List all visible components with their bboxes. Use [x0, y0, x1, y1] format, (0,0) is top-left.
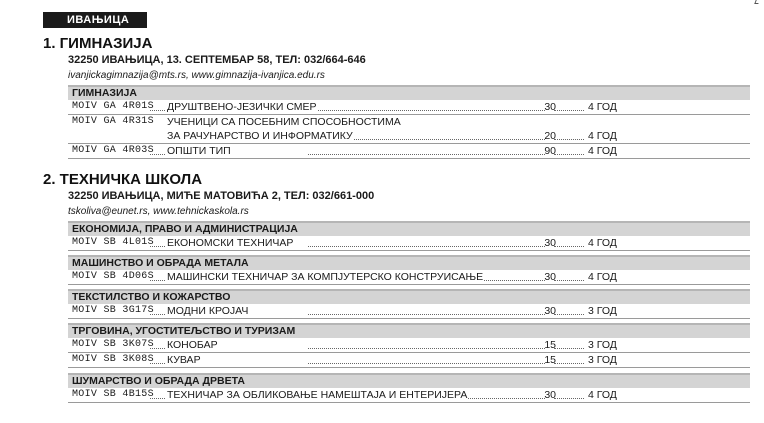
program-name: КУВАР [167, 354, 201, 366]
region-badge: ИВАЊИЦА [43, 12, 147, 28]
program-seats: 20 [544, 130, 556, 142]
category-header: ТРГОВИНА, УГОСТИТЕЉСТВО И ТУРИЗАМ [68, 323, 750, 338]
category-header: МАШИНСТВО И ОБРАДА МЕТАЛА [68, 255, 750, 270]
program-row [68, 353, 750, 368]
program-duration: 4 ГОД [588, 130, 617, 142]
program-category [68, 255, 750, 285]
category-header: ЕКОНОМИЈА, ПРАВО И АДМИНИСТРАЦИЈА [68, 221, 750, 236]
program-name: ЕКОНОМСКИ ТЕХНИЧАР [167, 237, 294, 249]
program-duration: 3 ГОД [588, 354, 617, 366]
program-category [68, 221, 750, 251]
program-row [68, 304, 750, 319]
program-seats: 90 [544, 145, 556, 157]
category-header: ТЕКСТИЛСТВО И КОЖАРСТВО [68, 289, 750, 304]
program-row [68, 270, 750, 285]
school-address: 32250 ИВАЊИЦА, 13. СЕПТЕМБАР 58, ТЕЛ: 032/664-646 [68, 54, 366, 66]
school-address: 32250 ИВАЊИЦА, МИЋЕ МАТОВИЋА 2, ТЕЛ: 032/661-000 [68, 190, 375, 202]
program-code: MOIV SB 3K07S [72, 339, 154, 350]
program-seats: 30 [544, 305, 556, 317]
program-duration: 4 ГОД [588, 101, 617, 113]
program-category [68, 289, 750, 319]
school-contact: ivanjickagimnazija@mts.rs, www.gimnazija-ivanjica.edu.rs [68, 70, 325, 81]
program-duration: 4 ГОД [588, 145, 617, 157]
program-category [68, 85, 750, 159]
program-duration: 4 ГОД [588, 389, 617, 401]
school-title: 1. ГИМНАЗИЈА [43, 35, 153, 52]
program-duration: 3 ГОД [588, 305, 617, 317]
program-row [68, 144, 750, 159]
program-code: MOIV SB 3K08S [72, 354, 154, 365]
program-seats: 15 [544, 339, 556, 351]
corner-mark [754, 0, 759, 4]
program-name: ДРУШТВЕНО-ЈЕЗИЧКИ СМЕР [167, 101, 317, 113]
program-category [68, 323, 750, 368]
school-contact: tskoliva@eunet.rs, www.tehnickaskola.rs [68, 206, 249, 217]
program-seats: 30 [544, 389, 556, 401]
program-seats: 30 [544, 271, 556, 283]
program-duration: 4 ГОД [588, 271, 617, 283]
program-name: ОПШТИ ТИП [167, 145, 231, 157]
program-row [68, 100, 750, 115]
category-header: ГИМНАЗИЈА [68, 85, 750, 100]
program-code: MOIV SB 4D06S [72, 271, 154, 282]
program-code: MOIV GA 4R31S [72, 116, 154, 127]
program-name: УЧЕНИЦИ СА ПОСЕБНИМ СПОСОБНОСТИМА [167, 116, 401, 128]
program-seats: 30 [544, 101, 556, 113]
program-seats: 15 [544, 354, 556, 366]
program-name: МАШИНСКИ ТЕХНИЧАР ЗА КОМПЈУТЕРСКО КОНСТРУИСАЊЕ [167, 271, 484, 283]
category-header: ШУМАРСТВО И ОБРАДА ДРВЕТА [68, 373, 750, 388]
program-row-continued [68, 129, 750, 144]
program-row [68, 338, 750, 353]
program-code: MOIV SB 4B15S [72, 389, 154, 400]
program-code: MOIV GA 4R01S [72, 101, 154, 112]
program-code: MOIV SB 4L01S [72, 237, 154, 248]
program-row [68, 236, 750, 251]
program-name: МОДНИ КРОЈАЧ [167, 305, 249, 317]
program-name: КОНОБАР [167, 339, 218, 351]
program-row [68, 388, 750, 403]
program-duration: 3 ГОД [588, 339, 617, 351]
program-row [68, 115, 750, 129]
school-title: 2. ТЕХНИЧКА ШКОЛА [43, 171, 203, 188]
program-code: MOIV SB 3G17S [72, 305, 154, 316]
program-code: MOIV GA 4R03S [72, 145, 154, 156]
program-name: ТЕХНИЧАР ЗА ОБЛИКОВАЊЕ НАМЕШТАЈА И ЕНТЕРИЈЕРА [167, 389, 468, 401]
program-duration: 4 ГОД [588, 237, 617, 249]
program-name-line2: ЗА РАЧУНАРСТВО И ИНФОРМАТИКУ [167, 130, 353, 142]
program-seats: 30 [544, 237, 556, 249]
program-category [68, 373, 750, 403]
